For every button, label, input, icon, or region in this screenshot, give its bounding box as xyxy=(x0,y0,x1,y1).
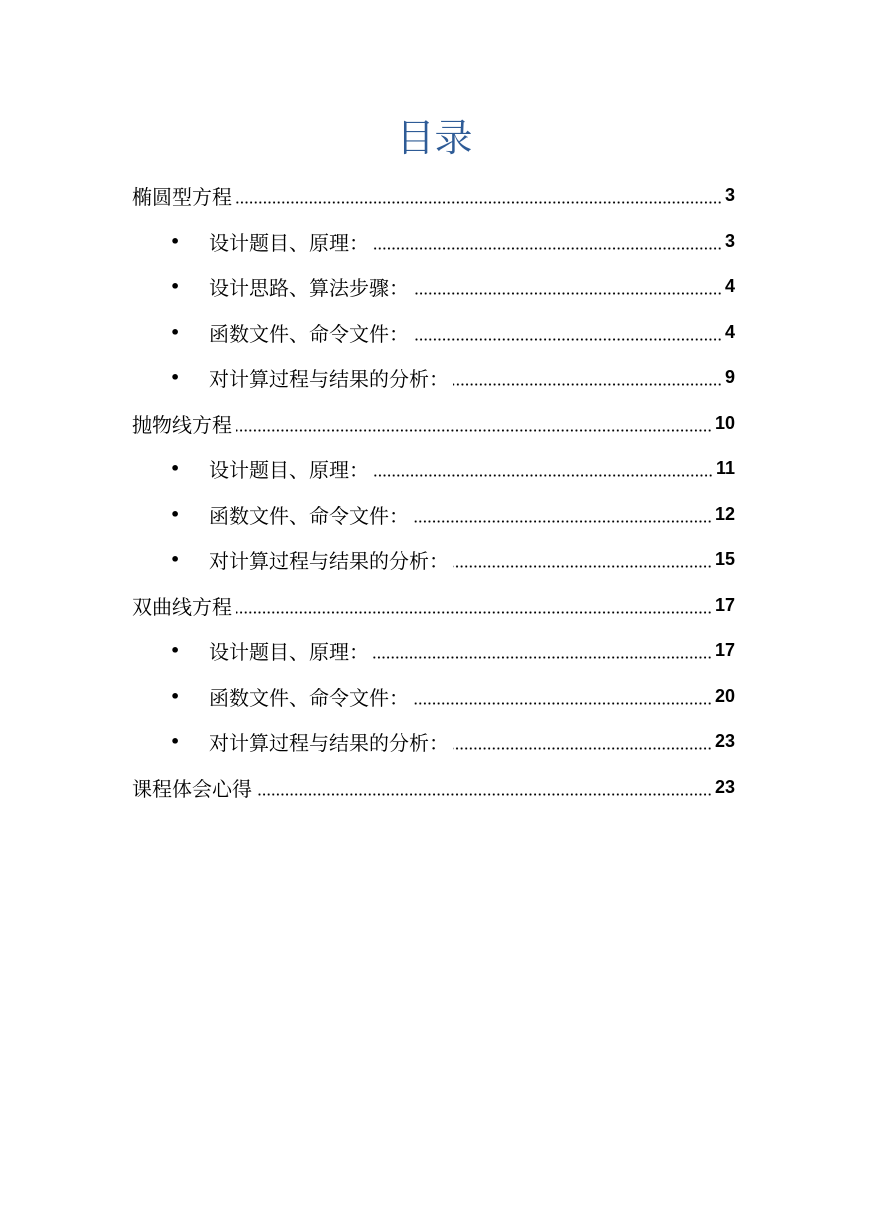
dot-leader xyxy=(373,247,722,250)
toc-entry-text: 设计题目、原理： xyxy=(209,458,369,483)
toc-entry-text: 函数文件、命令文件： xyxy=(209,503,409,528)
dot-leader xyxy=(236,429,712,432)
toc-entry-text: 椭圆型方程 xyxy=(132,185,232,210)
toc-entry-text: 设计思路、算法步骤： xyxy=(209,276,409,301)
toc-entry[interactable] xyxy=(0,173,869,219)
toc-entry-text: 设计题目、原理： xyxy=(209,230,369,255)
dot-leader xyxy=(453,565,712,568)
toc-entry-text: 对计算过程与结果的分析： xyxy=(209,367,449,392)
toc-entry[interactable] xyxy=(0,537,869,583)
toc-entry[interactable] xyxy=(0,355,869,401)
toc-entry-text: 函数文件、命令文件： xyxy=(209,321,409,346)
bullet-icon: • xyxy=(170,732,181,752)
bullet-icon: • xyxy=(170,322,181,342)
toc-entry-text: 对计算过程与结果的分析： xyxy=(209,731,449,756)
toc-page-number: 15 xyxy=(714,549,735,570)
toc-entry-text: 对计算过程与结果的分析： xyxy=(209,549,449,574)
bullet-icon: • xyxy=(170,686,181,706)
toc-entry[interactable] xyxy=(0,674,869,720)
toc-entry-text: 函数文件、命令文件： xyxy=(209,685,409,710)
toc-entry[interactable] xyxy=(0,264,869,310)
toc-entry[interactable] xyxy=(0,401,869,447)
dot-leader xyxy=(236,201,722,204)
toc-page-number: 3 xyxy=(724,185,735,206)
dot-leader xyxy=(236,611,712,614)
bullet-icon: • xyxy=(170,641,181,661)
toc-page-number: 23 xyxy=(714,776,735,797)
toc-entry-text: 抛物线方程 xyxy=(132,412,232,437)
dot-leader xyxy=(413,292,722,295)
bullet-icon: • xyxy=(170,459,181,479)
toc-page-number: 20 xyxy=(714,685,735,706)
page-title: 目录 xyxy=(396,116,473,160)
toc-entry[interactable] xyxy=(0,719,869,765)
toc-entry[interactable] xyxy=(0,446,869,492)
toc-entry-text: 双曲线方程 xyxy=(132,594,232,619)
toc-page-number: 17 xyxy=(714,640,735,661)
toc-page-number: 12 xyxy=(714,503,735,524)
bullet-icon: • xyxy=(170,504,181,524)
dot-leader xyxy=(453,383,722,386)
toc-page-number: 11 xyxy=(715,458,735,479)
dot-leader xyxy=(413,702,712,705)
dot-leader xyxy=(373,656,712,659)
toc-page-number: 4 xyxy=(724,276,735,297)
dot-leader xyxy=(413,520,712,523)
bullet-icon: • xyxy=(170,231,181,251)
toc-entry[interactable] xyxy=(0,765,869,811)
toc-page-number: 9 xyxy=(724,367,735,388)
toc-entry-text: 设计题目、原理： xyxy=(209,640,369,665)
toc-page-number: 4 xyxy=(724,321,735,342)
toc-entry[interactable] xyxy=(0,492,869,538)
bullet-icon: • xyxy=(170,277,181,297)
toc-list xyxy=(0,173,869,810)
toc-page-number: 3 xyxy=(724,230,735,251)
toc-entry-text: 课程体会心得 xyxy=(132,776,252,801)
toc-entry[interactable] xyxy=(0,628,869,674)
dot-leader xyxy=(256,793,712,796)
toc-page-number: 10 xyxy=(714,412,735,433)
toc-entry[interactable] xyxy=(0,583,869,629)
toc-page-number: 17 xyxy=(714,594,735,615)
toc-entry[interactable] xyxy=(0,310,869,356)
dot-leader xyxy=(373,474,713,477)
bullet-icon: • xyxy=(170,368,181,388)
toc-page-number: 23 xyxy=(714,731,735,752)
toc-entry[interactable] xyxy=(0,219,869,265)
bullet-icon: • xyxy=(170,550,181,570)
dot-leader xyxy=(413,338,722,341)
dot-leader xyxy=(453,747,712,750)
